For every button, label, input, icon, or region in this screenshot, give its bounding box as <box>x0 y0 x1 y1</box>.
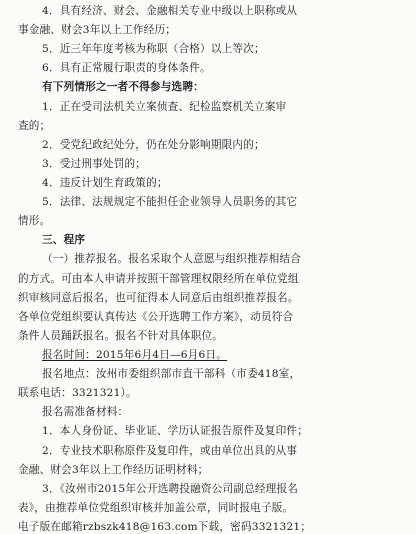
text-line-3: 5．近三年年度考核为称职（合格）以上等次； <box>42 43 265 56</box>
text-line-16: 织审核同意后报名，也可征得本人同意后由组织推荐报名。 <box>18 291 299 304</box>
text-line-27: 表》，由推荐单位党组织审核并加盖公章，同时报电子版。 <box>18 501 294 514</box>
text-line-1: 4．具有经济、财会、金融相关专业中级以上职称或从 <box>42 5 298 17</box>
text-line-11: 5．法律、法规规定不能担任企业领导人员职务的其它 <box>42 196 298 209</box>
text-line-12: 情形。 <box>18 215 51 228</box>
text-line-9: 3．受过刑事处罚的； <box>42 157 147 170</box>
subheading-exclusions: 有下列情形之一者不得参与选聘： <box>42 81 204 94</box>
text-line-23: 1．本人身份证、毕业证、学历认证报告原件及复印件； <box>42 425 308 438</box>
text-line-25: 金融、财会3年以上工作经历证明材料； <box>18 463 209 476</box>
registration-time: 报名时间：2015年6月4日—6月6日。 <box>42 349 228 361</box>
text-line-28: 电子版在邮箱rzbszk418@163.com下载，密码3321321； <box>18 521 312 533</box>
text-line-24: 2．专业技术职称原件及复印件，或由单位出具的从事 <box>42 444 298 457</box>
text-line-2: 事金融、财会3年以上工作经历； <box>18 24 177 37</box>
text-line-4: 6．具有正常履行职责的身体条件。 <box>42 62 211 75</box>
text-line-14: （一）推荐报名。报名采取个人意愿与组织推荐相结合 <box>42 253 302 266</box>
registration-location: 报名地点：汝州市委组织部市直干部科（市委418室， <box>42 368 301 381</box>
text-line-6: 1．正在受司法机关立案侦查、纪检监察机关立案审 <box>42 100 287 113</box>
text-line-26: 3．《汝州市2015年公开选聘投融资公司副总经理报名 <box>42 482 299 495</box>
materials-heading: 报名需准备材料： <box>42 406 129 419</box>
text-line-15: 的方式。可由本人申请并按照干部管理权限经所在单位党组 <box>18 272 299 285</box>
text-line-18: 条件人员踊跃报名。报名不针对具体职位。 <box>18 329 224 342</box>
contact-phone: 联系电话：3321321）。 <box>18 387 137 400</box>
text-line-8: 2．受党纪政纪处分，仍在处分影响期限内的； <box>42 138 265 151</box>
text-line-7: 查的； <box>18 119 51 132</box>
text-line-17: 各单位党组织要认真传达《公开选聘工作方案》，动员符合 <box>18 310 294 323</box>
text-line-10: 4．违反计划生育政策的； <box>42 177 168 189</box>
section-heading-procedure: 三、程序 <box>42 234 86 247</box>
